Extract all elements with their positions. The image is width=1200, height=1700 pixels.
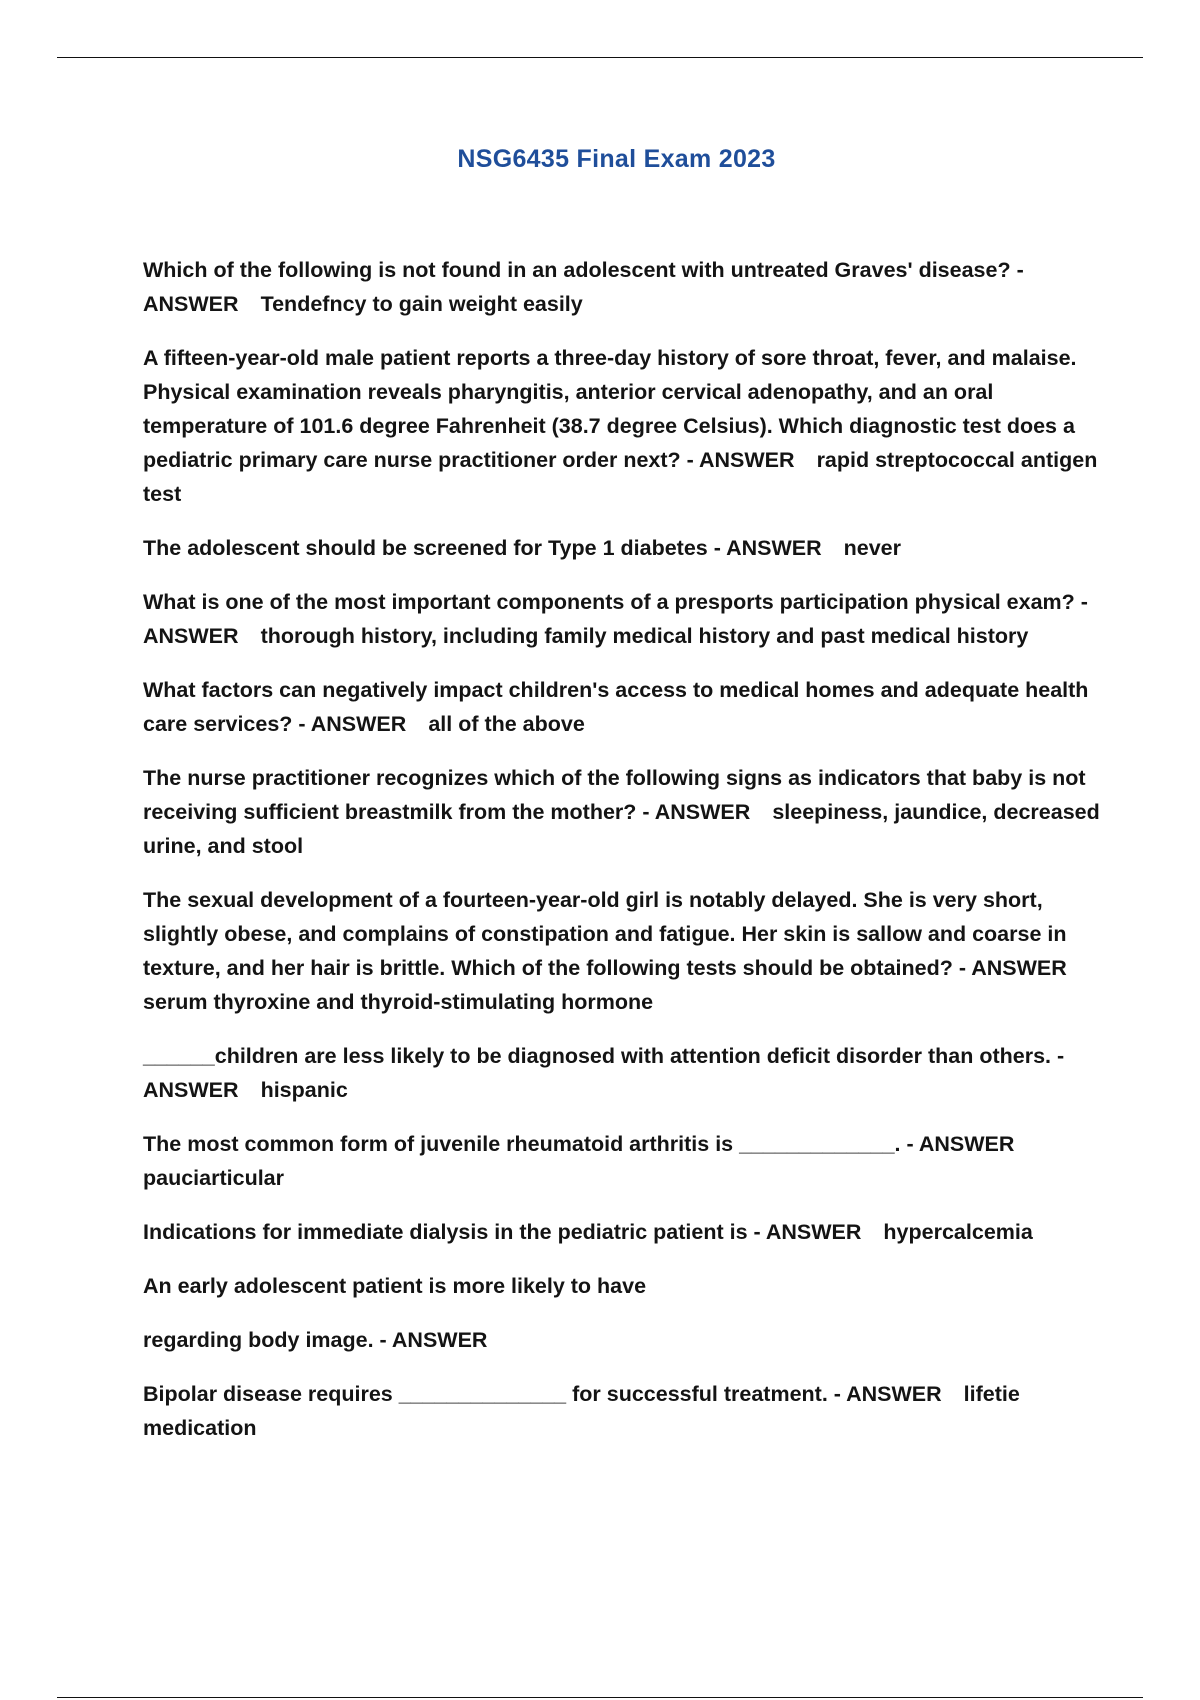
question-text: The adolescent should be screened for Type 1 diabetes - [143,536,721,560]
answer-label: ANSWER [971,956,1067,980]
answer-label: ANSWER [765,1220,862,1244]
qa-item-8 [143,1039,1103,1107]
answer-text: serum thyroxine and thyroid-stimulating hormone [143,990,654,1014]
question-text: regarding body image. - [143,1328,387,1352]
qa-item-7 [143,883,1103,1019]
answer-label: ANSWER [143,292,239,316]
answer-text: rapid streptococcal antigen test [143,448,1098,506]
qa-item-1 [143,253,1103,321]
document-title: NSG6435 Final Exam 2023 [457,145,776,173]
answer-label: ANSWER [846,1382,942,1406]
answer-label: ANSWER [143,1078,239,1102]
qa-list [143,253,1103,1465]
qa-item-5 [143,673,1103,741]
question-text: Indications for immediate dialysis in the pediatric patient is - [143,1220,761,1244]
answer-text: thorough history, including family medical history and past medical history [260,624,1029,648]
answer-label: ANSWER [918,1132,1015,1156]
qa-item-last [143,1377,1103,1445]
question-text: What is one of the most important components of a presports participation physical exam? - [143,590,1088,614]
answer-label: ANSWER [699,448,795,472]
answer-text: Tendefncy to gain weight easily [260,292,583,316]
qa-item-4 [143,585,1103,653]
answer-label: ANSWER [726,536,822,560]
question-text: What factors can negatively impact children's access to medical homes and adequate health care services? - [143,678,1089,736]
question-text: The sexual development of a fourteen-year-old girl is notably delayed. She is very short, slightly obese, and complains of constipation and fatigue. Her skin is sallow and coarse in texture, and her hair is brittle. Which of the following tests should be obtained? - [143,888,1067,980]
answer-text: never [843,536,901,560]
top-rule [57,57,1143,58]
qa-item-9 [143,1127,1103,1195]
answer-label: ANSWER [654,800,751,824]
answer-text: pauciarticular [143,1166,284,1190]
answer-text: hispanic [260,1078,348,1102]
answer-text: hypercalcemia [883,1220,1033,1244]
question-text: Bipolar disease requires ______________ for successful treatment. - [143,1382,841,1406]
answer-text: all of the above [428,712,585,736]
answer-text: sleepiness, jaundice, decreased urine, and stool [143,800,1100,858]
qa-item-3 [143,531,1103,565]
question-text: ______children are less likely to be diagnosed with attention deficit disorder than others. - [143,1044,1065,1068]
answer-label: ANSWER [310,712,407,736]
question-text: A fifteen-year-old male patient reports a three-day history of sore throat, fever, and malaise. Physical examination reveals pharyngitis, anterior cervical adenopathy, and an oral temperature of 101.6 degree Fahrenheit (38.7 degree Celsius). Which diagnostic test does a pediatric primary care nurse practitioner order next? - [143,346,1077,472]
qa-item-10 [143,1215,1103,1249]
question-text: Which of the following is not found in an adolescent with untreated Graves' disease? - [143,258,1024,282]
qa-fragment-line-1: An early adolescent patient is more likely to have [143,1274,647,1298]
answer-label: ANSWER [143,624,239,648]
bottom-rule [57,1697,1143,1698]
qa-item-2 [143,341,1103,511]
question-text: The most common form of juvenile rheumatoid arthritis is _____________. - [143,1132,914,1156]
question-text: The nurse practitioner recognizes which of the following signs as indicators that baby is not receiving sufficient breastmilk from the mother? - [143,766,1086,824]
qa-fragment-line-2 [143,1323,1103,1357]
answer-label: ANSWER [391,1328,488,1352]
qa-item-6 [143,761,1103,863]
answer-text: lifetie medication [143,1382,1020,1440]
